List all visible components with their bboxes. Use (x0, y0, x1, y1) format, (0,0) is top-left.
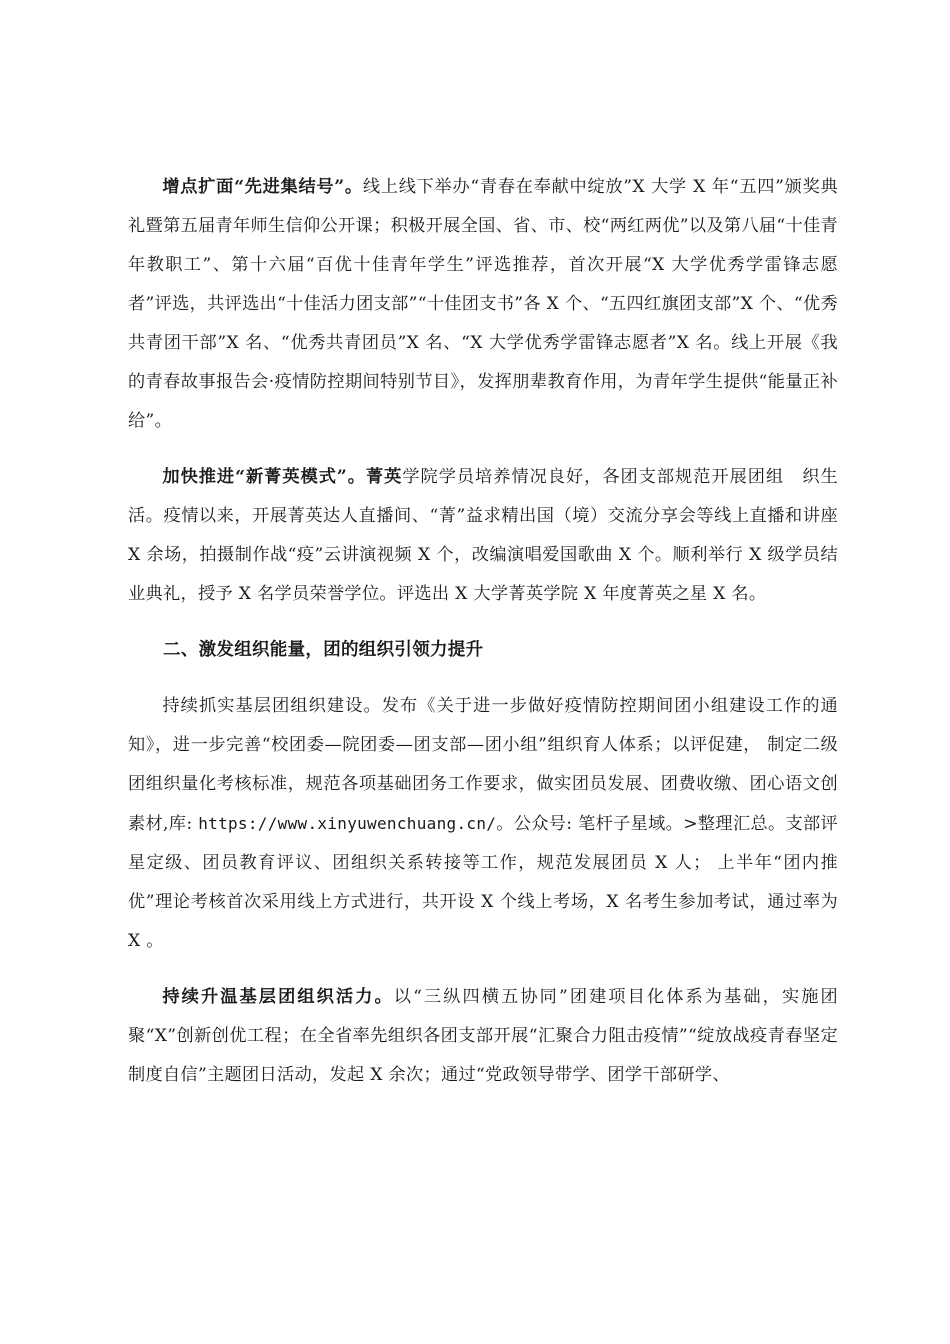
paragraph-lead: 持续升温基层团组织活力。 (162, 987, 394, 1007)
paragraph-lead: 增点扩面“先进集结号”。 (162, 177, 363, 197)
paragraph-lead: 加快推进“新菁英模式”。菁英 (162, 467, 403, 487)
website-url: https://www.xinyuwenchuang.cn/ (198, 814, 497, 833)
paragraph-body: 以“三纵四横五协同”团建项目化体系为基础，实施团聚“X”创新创优工程；在全省率先组织各团支部开展“汇聚合力阻击疫情”“绽放战疫青春坚定制度自信”主题团日活动，发起 X 余次；通过“党政领导带学、团学干部研学、 (128, 987, 838, 1085)
paragraph-grassroots-vitality (128, 978, 838, 1095)
paragraph-advanced-collective (128, 168, 838, 441)
paragraph-elite-model (128, 458, 838, 614)
section-heading: 二、激发组织能量，团的组织引领力提升 (163, 640, 484, 660)
paragraph-body: 学院学员培养情况良好，各团支部规范开展团组 织生活。疫情以来，开展菁英达人直播间、“菁”益求精出国（境）交流分享会等线上直播和讲座 X 余场，拍摄制作战“疫”云讲演视频 X 个，改编演唱爱国歌曲 X 个。顺利举行 X 级学员结业典礼，授予 X 名学员荣誉学位。评选出 X 大学菁英学院 X 年度菁英之星 X 名。 (128, 467, 838, 604)
paragraph-grassroots-construction (128, 687, 838, 961)
document-page (128, 168, 838, 1095)
paragraph-body: 。公众号: 笔杆子星域。>整理汇总。支部评星定级、团员教育评议、团组织关系转接等工作，规范发展团员 X 人； 上半年“团内推优”理论考核首次采用线上方式进行，共开设 X 个线上考场，X 名考生参加考试，通过率为 X 。 (128, 814, 838, 951)
paragraph-body: 持续抓实基层团组织建设。发布《关于进一步做好疫情防控期间团小组建设工作的通知》，进一步完善“校团委—院团委—团支部—团小组”组织育人体系；以评促建， 制定二级团组织量化考核标准，规范各项基础团务工作要求，做实团员发展、团费收缴、团心语文创素材,库: (128, 696, 838, 834)
paragraph-body: 线上线下举办“青春在奉献中绽放”X 大学 X 年“五四”颁奖典礼暨第五届青年师生信仰公开课；积极开展全国、省、市、校“两红两优”以及第八届“十佳青年教职工”、第十六届“百优十佳青年学生”评选推荐，首次开展“X 大学优秀学雷锋志愿者”评选，共评选出“十佳活力团支部”“十佳团支书”各 X 个、“五四红旗团支部”X 个、“优秀共青团干部”X 名、“优秀共青团员”X 名、“X 大学优秀学雷锋志愿者”X 名。线上开展《我的青春故事报告会·疫情防控期间特别节目》，发挥朋辈教育作用，为青年学生提供“能量正补给”。 (128, 177, 839, 431)
